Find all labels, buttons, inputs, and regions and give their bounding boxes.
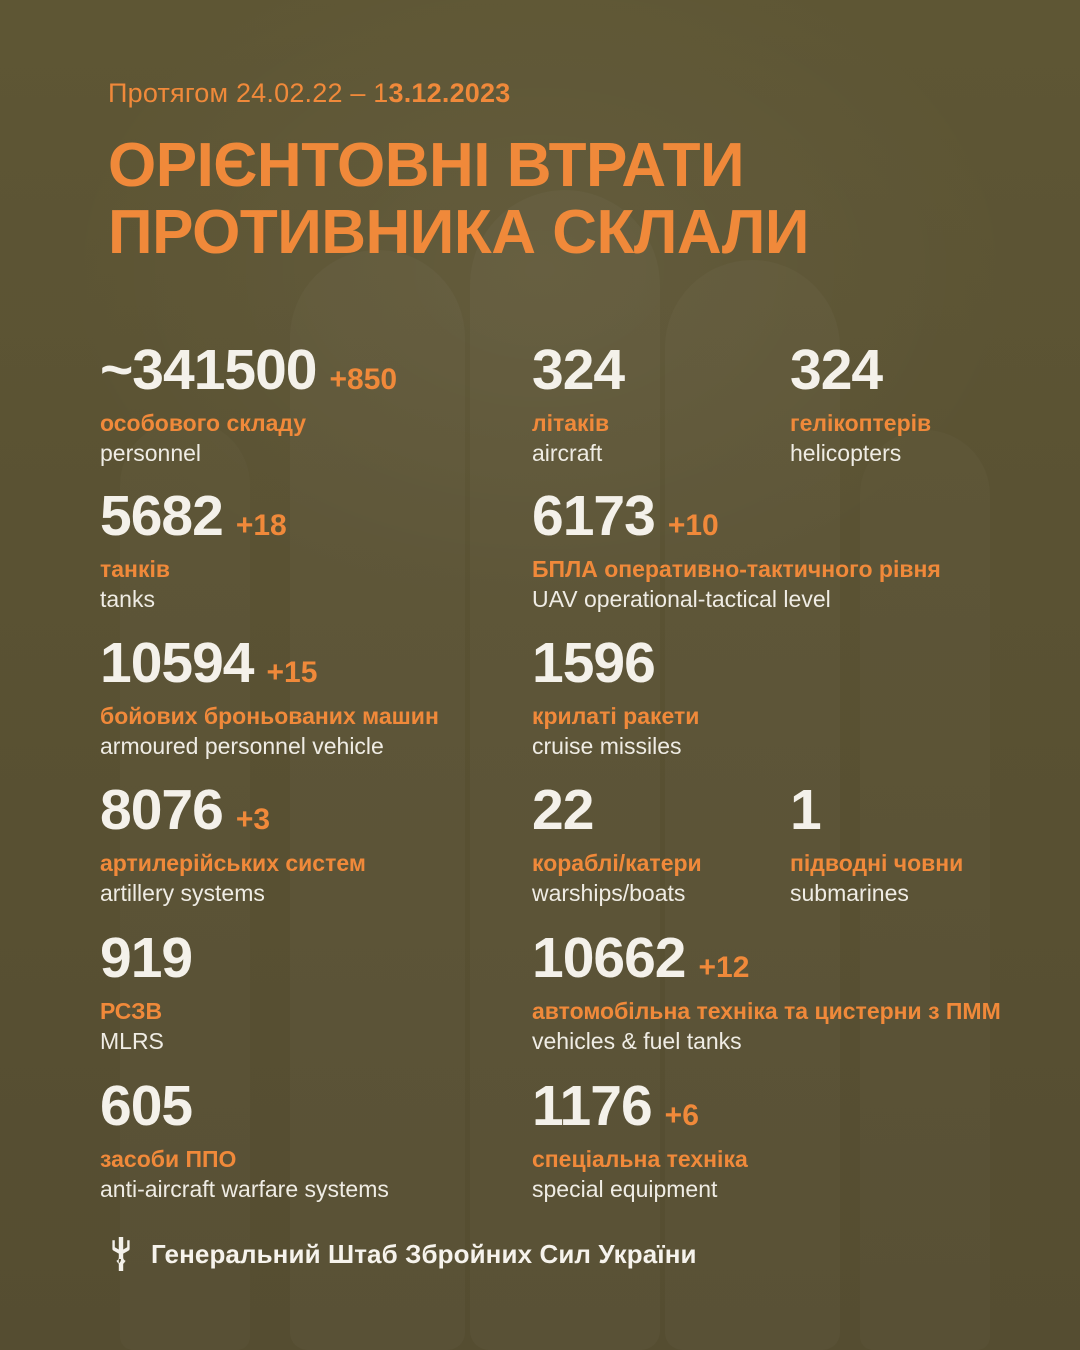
stat-delta: +18 [235,509,287,542]
stat-label-en: special equipment [532,1176,718,1202]
stat-delta: +12 [698,951,750,984]
stat-label-en: tanks [100,586,155,612]
page-title-line-2: ПРОТИВНИКА СКЛАЛИ [108,197,809,267]
stat-delta: +15 [266,656,318,689]
stat-label-en: armoured personnel vehicle [100,733,384,759]
stat-delta: +850 [329,363,398,396]
stat-delta: +3 [235,803,271,836]
stat-value: 324 [532,338,625,402]
stat-value: 324 [790,338,883,402]
stat-label-ua: кораблі/катери [532,850,702,876]
stat-value: 1176 [532,1074,652,1138]
stat-value-row [100,631,439,695]
stat-value-row [100,1074,389,1138]
stat-label-en: MLRS [100,1028,164,1054]
date-range [108,78,510,109]
stat-value-row [790,778,963,842]
stat-label-en: submarines [790,880,909,906]
stat-label-ua: танків [100,556,170,582]
stat-value-row [532,1074,748,1138]
stat-label-ua: бойових броньованих машин [100,703,439,729]
stat-value: 1596 [532,631,655,695]
page-title-line-1: ОРІЄНТОВНІ ВТРАТИ [108,131,745,200]
stat-submarines [790,778,964,907]
stat-label-en: aircraft [532,440,603,466]
stat-delta: +6 [664,1099,699,1132]
stat-value: 605 [100,1074,193,1138]
stat-label-ua: РСЗВ [100,998,163,1024]
stat-value-row [532,926,1001,990]
page-title [108,133,809,267]
stat-tanks [100,484,287,613]
stat-label-en: cruise missiles [532,733,682,759]
stat-vehicles-fuel-tanks [532,926,1001,1055]
stat-delta: +10 [667,509,719,542]
stat-cruise-missiles [532,631,700,760]
stat-special-equipment [532,1074,748,1203]
stat-mlrs [100,926,205,1055]
stat-label-ua: крилаті ракети [532,703,700,729]
stat-label-en: artillery systems [100,880,265,906]
stat-aircraft [532,338,637,467]
stat-value-row [100,484,287,548]
trident-icon [108,1237,134,1271]
stat-value-row [532,484,941,548]
stat-label-en: personnel [100,440,202,466]
stat-label-ua: особового складу [100,410,307,436]
stat-value: 919 [100,926,193,990]
stat-label-en: UAV operational-tactical level [532,586,831,612]
stat-label-ua: спеціальна техніка [532,1146,748,1172]
footer-text: Генеральний Штаб Збройних Сил України [151,1238,697,1269]
stat-label-ua: автомобільна техніка та цистерни з ПММ [532,998,1001,1024]
stat-value-row [100,926,205,990]
stat-value: 1 [790,778,821,842]
stat-value-row [532,338,637,402]
stat-artillery-systems [100,778,366,907]
date-range-end: 3.12.2023 [388,78,511,108]
stat-value: 10594 [100,631,254,695]
stat-value: 22 [532,778,594,842]
stat-value-row [532,778,702,842]
stat-value: 5682 [100,484,223,548]
stat-label-en: anti-aircraft warfare systems [100,1176,389,1202]
stat-value: 6173 [532,484,655,548]
stat-value-row [100,778,366,842]
footer [108,1237,697,1271]
stat-label-ua: засоби ППО [100,1146,237,1172]
stat-label-ua: артилерійських систем [100,850,366,876]
stat-label-ua: підводні човни [790,850,964,876]
stat-label-en: vehicles & fuel tanks [532,1028,742,1054]
stat-value: 10662 [532,926,686,990]
stat-label-ua: літаків [532,410,610,436]
stat-value: ~341500 [100,338,317,402]
stat-value-row [100,338,398,402]
stat-anti-aircraft-warfare-systems [100,1074,389,1203]
stat-label-en: helicopters [790,440,902,466]
stat-value: 8076 [100,778,223,842]
stat-value-row [790,338,931,402]
stat-uav [532,484,941,613]
stat-value-row [532,631,699,695]
stat-label-ua: гелікоптерів [790,410,932,436]
stat-label-ua: БПЛА оперативно-тактичного рівня [532,556,941,582]
stat-warships-boats [532,778,702,907]
date-range-prefix: Протягом 24.02.22 – 1 [108,78,389,108]
stat-helicopters [790,338,932,467]
stat-armoured-personnel-vehicle [100,631,439,760]
stat-label-en: warships/boats [532,880,686,906]
stat-personnel [100,338,398,467]
